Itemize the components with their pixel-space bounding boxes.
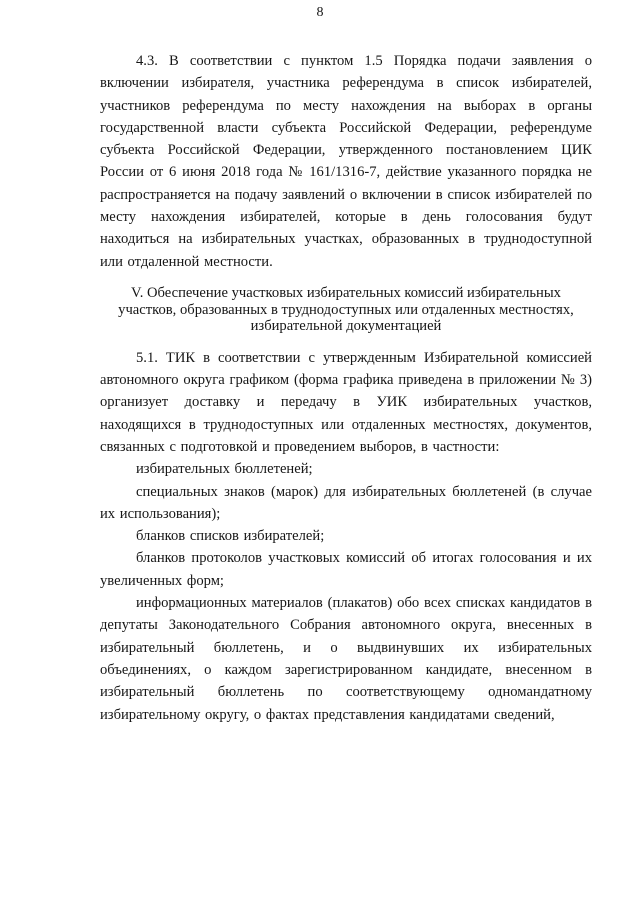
page-number: 8 (316, 5, 324, 20)
list-item-voter-list-forms: бланков списков избирателей; (136, 528, 325, 545)
paragraph-5-1: 5.1. ТИК в соответствии с утвержденным Избирательной комиссией автономного округа графиком (форма графика приведена в приложении № 3) организует доставку и передачу в УИК избирательных участков, находящихся в труднодоступных или отдаленных местностях, документов, связанных с подготовкой и проведением выборов, в частности: (100, 349, 592, 455)
list-item-information-materials: информационных материалов (плакатов) обо всех списках кандидатов в депутаты Законодательного Собрания автономного округа, внесенных в избирательный бюллетень, и о выдвинувших их избирательных объединениях, о каждом зарегистрированном кандидате, внесенном в избирательный бюллетень по соответствующему одномандатному избирательному округу, о фактах представления кандидатами сведений, (100, 595, 592, 723)
document-body (100, 50, 592, 726)
paragraph-4-3: 4.3. В соответствии с пунктом 1.5 Порядка подачи заявления о включении избирателя, участника референдума в список избирателей, участников референдума по месту нахождения на выборах в органы государственной власти субъекта Российской Федерации, референдуме субъекта Российской Федерации, утвержденного постановлением ЦИК России от 6 июня 2018 года № 161/1316-7, действие указанного порядка не распространяется на подачу заявлений о включении в список избирателей по месту нахождения избирателей, которые в день голосования будут находиться на избирательных участках, образованных в труднодоступной или отдаленной местности. (100, 53, 592, 270)
list-item-ballots: избирательных бюллетеней; (136, 461, 313, 478)
section-heading-v: V. Обеспечение участковых избирательных комиссий избирательных участков, образованных в труднодоступных или отдаленных местностях, избирательной документацией (118, 284, 574, 335)
list-item-protocol-forms: бланков протоколов участковых комиссий об итогах голосования и их увеличенных форм; (100, 550, 592, 589)
list-item-special-marks: специальных знаков (марок) для избирательных бюллетеней (в случае их использования); (100, 483, 592, 522)
